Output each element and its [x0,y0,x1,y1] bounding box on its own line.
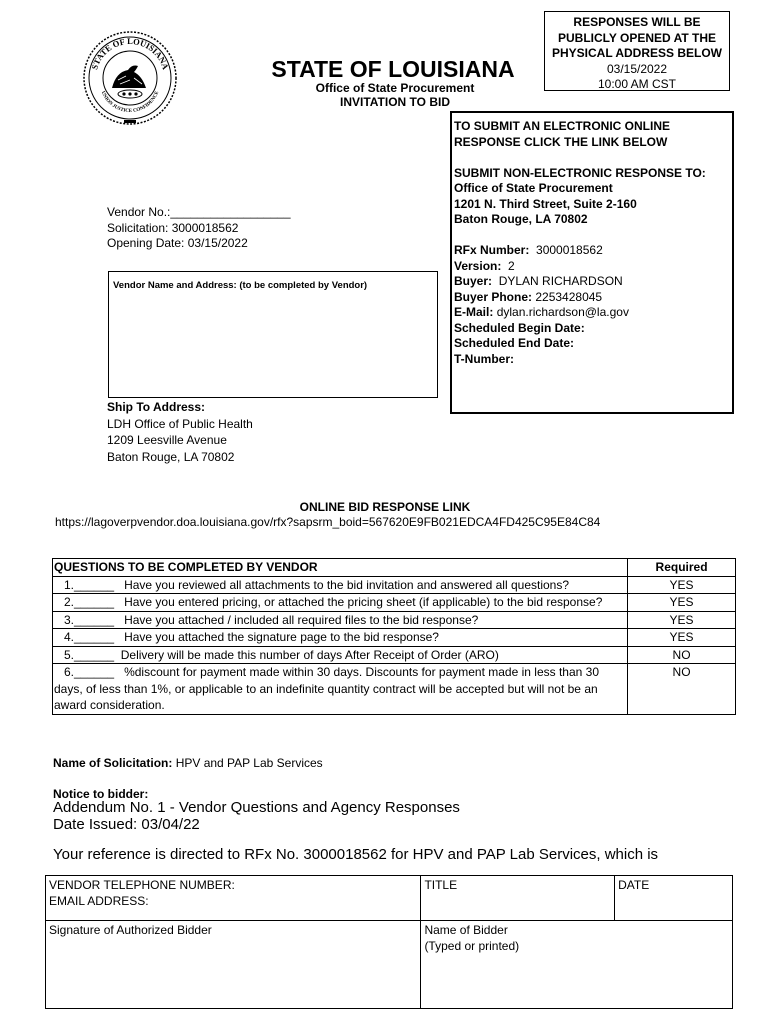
version-label: Version: [454,258,502,273]
questions-header-row [53,559,736,577]
table-row [53,629,736,647]
table-row [46,921,733,1009]
question-required: YES [628,576,736,594]
signature-table [45,875,733,1009]
end-date-label: Scheduled End Date: [454,336,575,350]
bid-info-box [450,111,734,414]
page-title: STATE OF LOUISIANA [271,56,515,82]
online-bid-link[interactable]: https://lagoverpvendor.doa.louisiana.gov/rfx?sapsrm_boid=567620E9FB021EDCA4FD425C95E84C84 [55,515,601,529]
question-text: 2.______ Have you entered pricing, or attached the pricing sheet (if applicable) to the bid response? [53,594,628,612]
title-label: TITLE [424,878,458,892]
question-required: NO [628,664,736,715]
signature-label: Signature of Authorized Bidder [49,923,212,937]
rfx-number-value: 3000018562 [536,243,603,257]
question-required: YES [628,611,736,629]
rfx-number-row [454,243,730,259]
email-label: E-Mail: [454,305,494,319]
question-required: YES [628,629,736,647]
email-row [454,305,730,321]
buyer-phone-row [454,290,730,306]
question-number-blank[interactable]: 5.______ [64,647,115,662]
table-row [53,576,736,594]
bidder-name-cell[interactable] [421,921,733,1009]
buyer-phone-label: Buyer Phone: [454,289,533,304]
question-number-blank[interactable]: 3.______ [64,612,115,627]
vendor-number[interactable]: Vendor No.:__________________ [107,205,291,219]
buyer-row [454,274,730,290]
question-text: 3.______ Have you attached / included all required files to the bid response? [53,611,628,629]
address-line-1: Office of State Procurement [454,181,613,195]
addendum-block [53,800,460,833]
ship-to-line-2: 1209 Leesville Avenue [107,433,227,447]
question-number-blank[interactable]: 2.______ [64,595,115,609]
electronic-line-1: TO SUBMIT AN ELECTRONIC ONLINE [454,119,670,133]
vendor-info [107,205,291,252]
responses-box [544,11,730,91]
responses-date: 03/15/2022 [606,61,668,76]
addendum-title: Addendum No. 1 - Vendor Questions and Agency Responses [53,799,460,816]
bidder-name-label: Name of Bidder [424,923,508,937]
question-number-blank[interactable]: 6.______ [64,665,115,679]
responses-line-3: PHYSICAL ADDRESS BELOW [551,46,722,60]
table-row [53,664,736,715]
question-required: NO [628,646,736,664]
notice-to-bidder-label: Notice to bidder: [53,787,149,801]
nonelectronic-heading: SUBMIT NON-ELECTRONIC RESPONSE TO: [454,165,706,180]
question-text: 1.______ Have you reviewed all attachments to the bid invitation and answered all questions? [53,576,628,594]
invitation-subtitle: INVITATION TO BID [340,95,450,109]
opening-date: Opening Date: 03/15/2022 [107,236,248,250]
solicitation-name [53,756,323,770]
version-value: 2 [508,258,515,273]
table-row [46,876,733,921]
ship-to-heading: Ship To Address: [107,400,206,414]
vendor-email-label: EMAIL ADDRESS: [49,893,149,908]
question-number-blank[interactable]: 4.______ [64,630,115,644]
solicitation-name-label: Name of Solicitation: [53,756,173,770]
electronic-line-2: RESPONSE CLICK THE LINK BELOW [454,134,668,149]
table-row [53,611,736,629]
ship-to-line-1: LDH Office of Public Health [107,416,253,431]
question-text: 5.______ Delivery will be made this number of days After Receipt of Order (ARO) [53,646,628,664]
questions-table [52,558,736,715]
table-row [53,646,736,664]
responses-time: 10:00 AM CST [597,77,677,91]
required-header: Required [628,559,736,577]
solicitation-name-value: HPV and PAP Lab Services [175,756,323,770]
tnumber-label: T-Number: [454,351,514,366]
buyer-value: DYLAN RICHARDSON [498,274,623,288]
vendor-contact-cell[interactable] [46,876,421,921]
state-seal-icon [82,30,178,126]
question-text: 4.______ Have you attached the signature page to the bid response? [53,629,628,647]
office-subtitle [290,81,500,109]
ship-to-address [107,399,253,465]
addendum-date: Date Issued: 03/04/22 [53,815,200,833]
responses-line-2: PUBLICLY OPENED AT THE [557,30,717,45]
address-line-2: 1201 N. Third Street, Suite 2-160 [454,196,637,211]
table-row [53,594,736,612]
email-value[interactable]: dylan.richardson@la.gov [496,305,629,319]
address-line-3: Baton Rouge, LA 70802 [454,212,588,226]
begin-date-label: Scheduled Begin Date: [454,320,585,335]
vendor-phone-label: VENDOR TELEPHONE NUMBER: [49,878,235,892]
online-bid-title: ONLINE BID RESPONSE LINK [299,500,471,514]
question-number-blank[interactable]: 1.______ [64,577,115,592]
responses-line-1: RESPONSES WILL BE [573,15,701,29]
question-required: YES [628,594,736,612]
title-cell[interactable] [421,876,615,921]
office-name: Office of State Procurement [315,81,475,95]
buyer-phone-value: 2253428045 [535,289,603,304]
buyer-label: Buyer: [454,274,493,288]
questions-header: QUESTIONS TO BE COMPLETED BY VENDOR [53,559,628,577]
seal-text-bottom: UNION JUSTICE CONFIDENCE [99,90,161,115]
vendor-box-label: Vendor Name and Address: (to be completed by Vendor) [113,280,368,291]
reference-text: Your reference is directed to RFx No. 3000018562 for HPV and PAP Lab Services, which is [53,846,659,863]
rfx-number-label: RFx Number: [454,243,530,257]
vendor-name-address-box[interactable] [108,271,438,398]
date-cell[interactable] [615,876,733,921]
date-label: DATE [618,878,650,892]
question-text: 6.______ %discount for payment made within 30 days. Discounts for payment made in less than 30 days, of less than 1%, or applicable to an indefinite quantity contract will be accepted but will not be an award consideration. [53,664,628,715]
bidder-name-hint: (Typed or printed) [424,938,520,953]
signature-cell[interactable] [46,921,421,1009]
seal-text-top: STATE OF LOUISIANA [89,36,171,71]
version-row [454,259,730,275]
solicitation-number: Solicitation: 3000018562 [107,220,239,235]
ship-to-line-3: Baton Rouge, LA 70802 [107,449,235,464]
